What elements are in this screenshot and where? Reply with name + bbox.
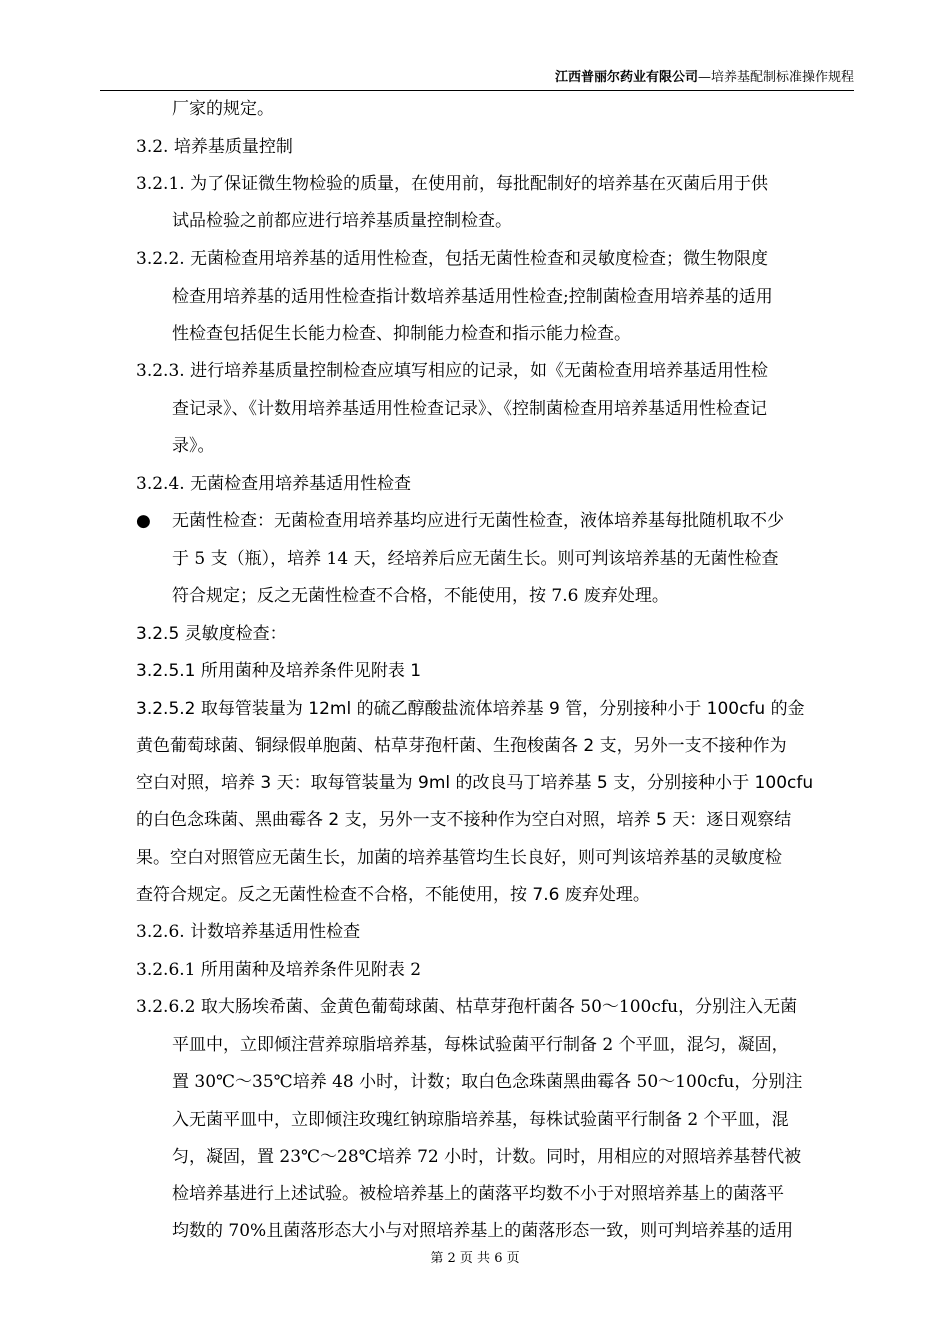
section-heading: 3.2.6. 计数培养基适用性检查 (136, 922, 361, 942)
text-line: 空白对照，培养 3 天：取每管装量为 9ml 的改良马丁培养基 5 支，分别接种小于 100cfu (136, 773, 814, 793)
text-line: 黄色葡萄球菌、铜绿假单胞菌、枯草芽孢杆菌、生孢梭菌各 2 支，另外一支不接种作为 (136, 736, 787, 756)
text-line: 查记录》、《计数用培养基适用性检查记录》、《控制菌检查用培养基适用性检查记 (172, 399, 767, 419)
section-heading: 3.2.5 灵敏度检查： (136, 624, 287, 644)
text-line: 检查用培养基的适用性检查指计数培养基适用性检查;控制菌检查用培养基的适用 (172, 287, 773, 307)
text-line: 3.2.6.2 取大肠埃希菌、金黄色葡萄球菌、枯草芽孢杆菌各 50～100cfu，分别注入无菌 (136, 997, 798, 1017)
text-line: 置 30℃～35℃培养 48 小时，计数；取白色念珠菌黑曲霉各 50～100cfu，分别注 (172, 1072, 803, 1092)
text-line: 于 5 支（瓶），培养 14 天，经培养后应无菌生长。则可判该培养基的无菌性检查 (172, 549, 779, 569)
section-heading: 3.2. 培养基质量控制 (136, 137, 293, 157)
text-line: 入无菌平皿中，立即倾注玫瑰红钠琼脂培养基，每株试验菌平行制备 2 个平皿，混 (172, 1110, 789, 1130)
text-line: 3.2.6.1 所用菌种及培养条件见附表 2 (136, 960, 422, 980)
text-line: 3.2.5.2 取每管装量为 12ml 的硫乙醇酸盐流体培养基 9 管，分别接种小于 100cfu 的金 (136, 699, 805, 719)
company-name: 江西普丽尔药业有限公司 (554, 70, 698, 85)
document-title: —培养基配制标准操作规程 (697, 70, 854, 85)
text-line: 性检查包括促生长能力检查、抑制能力检查和指示能力检查。 (172, 324, 631, 344)
text-line: 录》。 (172, 436, 215, 456)
text-line: 试品检验之前都应进行培养基质量控制检查。 (172, 211, 512, 231)
page-header (100, 68, 854, 91)
text-line: 检培养基进行上述试验。被检培养基上的菌落平均数不小于对照培养基上的菌落平 (172, 1184, 784, 1204)
text-line: 均数的 70%且菌落形态大小与对照培养基上的菌落形态一致，则可判培养基的适用 (172, 1221, 794, 1241)
section-heading: 3.2.4. 无菌检查用培养基适用性检查 (136, 474, 412, 494)
bullet-icon: ● (136, 511, 151, 531)
text-line: 无菌性检查：无菌检查用培养基均应进行无菌性检查，液体培养基每批随机取不少 (172, 511, 784, 531)
text-line: 符合规定；反之无菌性检查不合格，不能使用，按 7.6 废弃处理。 (172, 586, 669, 606)
page-footer (0, 1250, 950, 1268)
text-line: 3.2.1. 为了保证微生物检验的质量，在使用前，每批配制好的培养基在灭菌后用于供 (136, 174, 769, 194)
text-line: 的白色念珠菌、黑曲霉各 2 支，另外一支不接种作为空白对照，培养 5 天：逐日观察结 (136, 810, 792, 830)
text-line: 3.2.5.1 所用菌种及培养条件见附表 1 (136, 661, 422, 681)
text-line: 匀，凝固，置 23℃～28℃培养 72 小时，计数。同时，用相应的对照培养基替代被 (172, 1147, 802, 1167)
text-line: 平皿中，立即倾注营养琼脂培养基，每株试验菌平行制备 2 个平皿，混匀，凝固， (172, 1035, 789, 1055)
text-line: 厂家的规定。 (172, 99, 274, 119)
text-line: 果。空白对照管应无菌生长，加菌的培养基管均生长良好，则可判该培养基的灵敏度检 (136, 848, 782, 868)
page-number: 第 2 页 共 6 页 (430, 1251, 520, 1266)
text-line: 查符合规定。反之无菌性检查不合格，不能使用，按 7.6 废弃处理。 (136, 885, 650, 905)
text-line: 3.2.3. 进行培养基质量控制检查应填写相应的记录，如《无菌检查用培养基适用性检 (136, 361, 769, 381)
text-line: 3.2.2. 无菌检查用培养基的适用性检查，包括无菌性检查和灵敏度检查；微生物限度 (136, 249, 769, 269)
